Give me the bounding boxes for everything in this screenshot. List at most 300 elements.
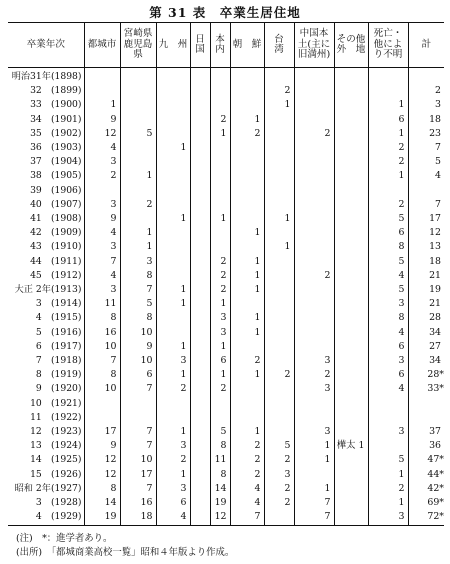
value-cell: 1 — [210, 368, 230, 382]
year-cell: 41 (1908) — [30, 213, 82, 225]
value-cell: 1 — [156, 340, 190, 354]
value-cell — [120, 141, 156, 155]
value-cell: 12 — [84, 127, 120, 141]
value-cell: 1 — [210, 297, 230, 311]
value-cell: 4 — [230, 496, 264, 510]
value-cell — [230, 184, 264, 198]
value-cell: 7 — [84, 255, 120, 269]
value-cell: 2 — [368, 198, 408, 212]
year-cell: 42 (1909) — [30, 227, 82, 239]
note-line: (注) *：進学者あり。 — [16, 533, 113, 544]
year-cell: 15 (1926) — [30, 468, 82, 480]
table-title: 第 31 表 卒業生居住地 — [149, 5, 301, 20]
value-cell — [334, 468, 368, 482]
value-cell: 4 — [84, 141, 120, 155]
value-cell — [120, 397, 156, 411]
value-cell — [264, 68, 294, 85]
table-row — [8, 169, 444, 183]
value-cell — [334, 496, 368, 510]
value-cell: 17 — [408, 212, 444, 226]
value-cell — [294, 84, 334, 98]
table-row — [8, 340, 444, 354]
value-cell: 1 — [120, 240, 156, 254]
value-cell — [294, 155, 334, 169]
table-row — [8, 482, 444, 496]
value-cell — [230, 397, 264, 411]
table-row — [8, 453, 444, 467]
value-cell — [120, 184, 156, 198]
value-cell: 2 — [264, 84, 294, 98]
value-cell: 14 — [210, 482, 230, 496]
value-cell — [264, 184, 294, 198]
table-row — [8, 212, 444, 226]
value-cell — [190, 453, 210, 467]
value-cell: 4 — [84, 269, 120, 283]
value-cell: 3 — [84, 155, 120, 169]
value-cell: 1 — [210, 127, 230, 141]
value-cell — [190, 510, 210, 525]
value-cell — [156, 98, 190, 112]
value-cell: 28* — [408, 368, 444, 382]
value-cell: 3 — [368, 510, 408, 525]
value-cell — [264, 169, 294, 183]
value-cell — [334, 68, 368, 85]
value-cell — [334, 141, 368, 155]
value-cell: 7 — [120, 439, 156, 453]
value-cell: 18 — [120, 510, 156, 525]
column-header: 宮崎県 鹿児島県 — [120, 23, 156, 68]
value-cell: 1 — [230, 283, 264, 297]
value-cell — [120, 98, 156, 112]
table-row — [8, 127, 444, 141]
year-cell: 大正 2年(1913) — [14, 284, 82, 296]
value-cell: 6 — [368, 226, 408, 240]
value-cell — [294, 411, 334, 425]
value-cell — [156, 269, 190, 283]
value-cell: 19 — [210, 496, 230, 510]
value-cell — [334, 98, 368, 112]
value-cell — [294, 98, 334, 112]
value-cell: 2 — [210, 283, 230, 297]
value-cell: 2 — [294, 269, 334, 283]
value-cell — [190, 439, 210, 453]
year-cell: 10 (1921) — [30, 397, 82, 409]
value-cell: 3 — [210, 311, 230, 325]
value-cell: 37 — [408, 425, 444, 439]
year-cell: 9 (1920) — [35, 383, 82, 395]
value-cell: 1 — [294, 439, 334, 453]
value-cell: 4 — [84, 226, 120, 240]
value-cell: 2 — [230, 127, 264, 141]
value-cell: 8 — [120, 269, 156, 283]
value-cell: 10 — [120, 326, 156, 340]
table-row — [8, 354, 444, 368]
value-cell — [408, 184, 444, 198]
value-cell — [190, 212, 210, 226]
value-cell: 5 — [368, 212, 408, 226]
value-cell: 樺太 1 — [334, 439, 368, 453]
value-cell: 3 — [210, 326, 230, 340]
value-cell: 19 — [84, 510, 120, 525]
table-row — [8, 411, 444, 425]
value-cell: 1 — [230, 255, 264, 269]
year-cell: 33 (1900) — [30, 99, 82, 111]
table-row — [8, 368, 444, 382]
table-row — [8, 397, 444, 411]
value-cell: 11 — [84, 297, 120, 311]
value-cell: 21 — [408, 269, 444, 283]
value-cell: 16 — [120, 496, 156, 510]
value-cell: 2 — [210, 269, 230, 283]
value-cell: 1 — [156, 368, 190, 382]
value-cell — [156, 397, 190, 411]
value-cell: 8 — [368, 240, 408, 254]
value-cell: 10 — [120, 354, 156, 368]
value-cell: 6 — [368, 340, 408, 354]
value-cell: 1 — [294, 482, 334, 496]
value-cell — [334, 382, 368, 396]
value-cell: 2 — [294, 127, 334, 141]
value-cell — [190, 240, 210, 254]
value-cell — [264, 255, 294, 269]
value-cell — [334, 84, 368, 98]
value-cell — [294, 311, 334, 325]
value-cell: 1 — [230, 226, 264, 240]
footnotes — [16, 532, 234, 560]
value-cell — [190, 354, 210, 368]
value-cell — [84, 184, 120, 198]
value-cell: 1 — [156, 425, 190, 439]
value-cell: 6 — [156, 496, 190, 510]
year-cell: 14 (1925) — [30, 454, 82, 466]
value-cell — [210, 240, 230, 254]
value-cell: 1 — [230, 326, 264, 340]
value-cell: 8 — [84, 311, 120, 325]
value-cell — [294, 169, 334, 183]
value-cell — [230, 98, 264, 112]
value-cell: 5 — [264, 439, 294, 453]
value-cell: 8 — [120, 311, 156, 325]
value-cell: 7 — [230, 510, 264, 525]
value-cell: 8 — [368, 311, 408, 325]
value-cell: 12 — [84, 453, 120, 467]
value-cell: 2 — [294, 368, 334, 382]
year-cell: 44 (1911) — [30, 255, 82, 267]
value-cell: 4 — [368, 382, 408, 396]
value-cell — [120, 113, 156, 127]
value-cell — [294, 240, 334, 254]
value-cell: 1 — [120, 169, 156, 183]
value-cell — [190, 98, 210, 112]
value-cell — [264, 411, 294, 425]
value-cell: 4 — [368, 326, 408, 340]
year-cell: 36 (1903) — [30, 142, 82, 154]
value-cell: 16 — [84, 326, 120, 340]
value-cell: 1 — [210, 212, 230, 226]
value-cell: 18 — [408, 113, 444, 127]
value-cell: 3 — [84, 240, 120, 254]
year-cell: 40 (1907) — [30, 198, 82, 210]
value-cell — [120, 68, 156, 85]
value-cell: 3 — [294, 354, 334, 368]
table-row — [8, 311, 444, 325]
table-row — [8, 113, 444, 127]
value-cell: 1 — [156, 297, 190, 311]
value-cell: 1 — [368, 127, 408, 141]
value-cell — [408, 411, 444, 425]
value-cell: 2 — [210, 113, 230, 127]
table-row — [8, 269, 444, 283]
value-cell: 8 — [84, 482, 120, 496]
year-cell: 6 (1917) — [35, 340, 82, 352]
value-cell: 2 — [210, 255, 230, 269]
value-cell — [190, 198, 210, 212]
value-cell — [264, 340, 294, 354]
value-cell — [264, 354, 294, 368]
value-cell — [294, 113, 334, 127]
value-cell: 1 — [368, 496, 408, 510]
value-cell: 2 — [156, 382, 190, 396]
value-cell — [230, 141, 264, 155]
value-cell — [294, 68, 334, 85]
value-cell: 7 — [120, 382, 156, 396]
value-cell: 17 — [120, 468, 156, 482]
column-header: 朝 鮮 — [230, 23, 264, 68]
value-cell — [190, 127, 210, 141]
value-cell — [230, 240, 264, 254]
column-header: 日 国 — [190, 23, 210, 68]
year-cell: 7 (1918) — [35, 355, 82, 367]
value-cell — [156, 411, 190, 425]
value-cell — [294, 297, 334, 311]
value-cell: 28 — [408, 311, 444, 325]
value-cell: 2 — [408, 84, 444, 98]
table-row — [8, 198, 444, 212]
year-cell: 45 (1912) — [30, 269, 82, 281]
value-cell — [190, 482, 210, 496]
value-cell — [264, 397, 294, 411]
value-cell: 3 — [294, 425, 334, 439]
value-cell: 4 — [156, 510, 190, 525]
table-row — [8, 68, 444, 85]
value-cell — [84, 397, 120, 411]
value-cell — [230, 297, 264, 311]
value-cell — [190, 425, 210, 439]
value-cell — [294, 340, 334, 354]
value-cell — [156, 198, 190, 212]
table-row — [8, 155, 444, 169]
value-cell — [190, 411, 210, 425]
value-cell — [230, 382, 264, 396]
value-cell — [334, 368, 368, 382]
value-cell — [334, 453, 368, 467]
table-row — [8, 510, 444, 525]
value-cell: 1 — [230, 113, 264, 127]
value-cell — [210, 198, 230, 212]
table-row — [8, 283, 444, 297]
value-cell — [190, 340, 210, 354]
value-cell — [190, 84, 210, 98]
value-cell — [230, 212, 264, 226]
value-cell: 7 — [120, 283, 156, 297]
value-cell: 13 — [408, 240, 444, 254]
value-cell: 3 — [156, 439, 190, 453]
value-cell — [210, 169, 230, 183]
value-cell — [190, 141, 210, 155]
value-cell — [190, 468, 210, 482]
value-cell — [190, 496, 210, 510]
value-cell — [368, 68, 408, 85]
value-cell: 17 — [84, 425, 120, 439]
value-cell: 2 — [84, 169, 120, 183]
graduate-residence-table — [8, 22, 444, 526]
value-cell — [190, 226, 210, 240]
value-cell — [264, 283, 294, 297]
value-cell — [334, 255, 368, 269]
value-cell — [334, 411, 368, 425]
value-cell — [294, 198, 334, 212]
value-cell — [156, 311, 190, 325]
value-cell: 1 — [230, 311, 264, 325]
value-cell — [190, 269, 210, 283]
value-cell — [334, 169, 368, 183]
table-row — [8, 439, 444, 453]
value-cell — [84, 411, 120, 425]
value-cell — [294, 141, 334, 155]
value-cell: 2 — [120, 198, 156, 212]
value-cell — [190, 68, 210, 85]
value-cell: 14 — [84, 496, 120, 510]
value-cell — [210, 141, 230, 155]
table-row — [8, 297, 444, 311]
value-cell — [334, 269, 368, 283]
value-cell: 18 — [408, 255, 444, 269]
value-cell — [190, 326, 210, 340]
value-cell — [334, 297, 368, 311]
value-cell — [408, 397, 444, 411]
value-cell — [264, 226, 294, 240]
value-cell — [156, 155, 190, 169]
table-row — [8, 141, 444, 155]
value-cell — [190, 169, 210, 183]
value-cell: 11 — [210, 453, 230, 467]
value-cell — [156, 68, 190, 85]
value-cell: 8 — [210, 468, 230, 482]
header-row — [8, 23, 444, 68]
column-header: 死亡・ 他によ り不明 — [368, 23, 408, 68]
table-row — [8, 468, 444, 482]
value-cell — [264, 155, 294, 169]
value-cell — [264, 113, 294, 127]
value-cell — [230, 169, 264, 183]
value-cell: 3 — [120, 255, 156, 269]
value-cell — [334, 184, 368, 198]
value-cell — [210, 155, 230, 169]
value-cell — [294, 326, 334, 340]
value-cell: 2 — [264, 368, 294, 382]
value-cell: 1 — [294, 453, 334, 467]
column-header: 計 — [408, 23, 444, 68]
column-header: 九 州 — [156, 23, 190, 68]
value-cell: 42* — [408, 482, 444, 496]
year-cell: 3 (1928) — [35, 497, 82, 509]
value-cell: 8 — [84, 368, 120, 382]
column-header: 卒業年次 — [8, 23, 84, 68]
value-cell: 5 — [368, 255, 408, 269]
value-cell: 2 — [264, 482, 294, 496]
value-cell — [408, 68, 444, 85]
year-cell: 明治31年(1898) — [11, 71, 82, 82]
value-cell: 1 — [84, 98, 120, 112]
year-cell: 11 (1922) — [30, 411, 82, 423]
value-cell: 7 — [120, 425, 156, 439]
value-cell: 3 — [156, 482, 190, 496]
value-cell: 4 — [368, 269, 408, 283]
value-cell — [84, 68, 120, 85]
value-cell — [368, 411, 408, 425]
value-cell: 1 — [230, 269, 264, 283]
value-cell — [264, 510, 294, 525]
value-cell: 8 — [210, 439, 230, 453]
year-cell: 昭和 2年(1927) — [14, 482, 82, 494]
value-cell — [264, 127, 294, 141]
value-cell — [156, 169, 190, 183]
value-cell — [190, 382, 210, 396]
value-cell — [210, 226, 230, 240]
value-cell — [210, 84, 230, 98]
value-cell: 9 — [84, 212, 120, 226]
table-row — [8, 496, 444, 510]
value-cell — [334, 340, 368, 354]
value-cell: 5 — [368, 453, 408, 467]
year-cell: 13 (1924) — [30, 440, 82, 452]
value-cell: 12 — [84, 468, 120, 482]
year-cell: 34 (1901) — [30, 113, 82, 125]
value-cell — [230, 198, 264, 212]
column-header: 台 湾 — [264, 23, 294, 68]
value-cell: 5 — [210, 425, 230, 439]
value-cell — [120, 155, 156, 169]
table-row — [8, 226, 444, 240]
value-cell — [264, 297, 294, 311]
value-cell: 3 — [264, 468, 294, 482]
value-cell — [368, 397, 408, 411]
value-cell: 2 — [210, 382, 230, 396]
value-cell — [120, 84, 156, 98]
value-cell: 7 — [408, 198, 444, 212]
value-cell: 4 — [230, 482, 264, 496]
value-cell — [190, 184, 210, 198]
value-cell — [156, 127, 190, 141]
value-cell: 2 — [230, 453, 264, 467]
value-cell: 27 — [408, 340, 444, 354]
value-cell: 2 — [230, 468, 264, 482]
value-cell — [264, 382, 294, 396]
value-cell: 9 — [84, 439, 120, 453]
value-cell — [84, 84, 120, 98]
value-cell: 1 — [156, 283, 190, 297]
value-cell: 1 — [368, 169, 408, 183]
table-row — [8, 184, 444, 198]
value-cell — [334, 240, 368, 254]
value-cell: 47* — [408, 453, 444, 467]
value-cell: 6 — [368, 113, 408, 127]
value-cell — [294, 397, 334, 411]
year-cell: 8 (1919) — [35, 369, 82, 381]
value-cell: 2 — [230, 354, 264, 368]
value-cell: 3 — [294, 382, 334, 396]
value-cell: 3 — [368, 354, 408, 368]
